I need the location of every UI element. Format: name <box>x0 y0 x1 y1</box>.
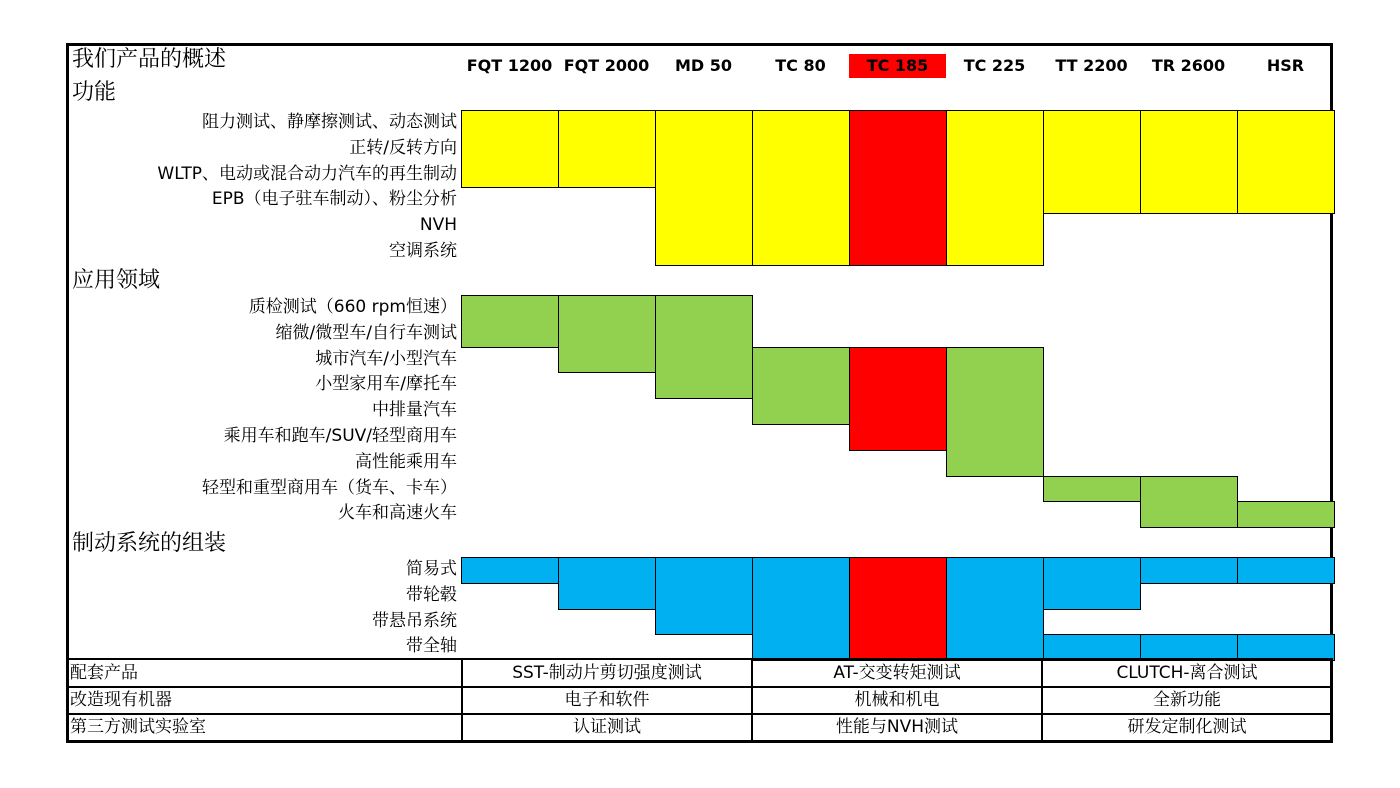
coverage-block-applications <box>752 347 850 425</box>
product-header-hsr: HSR <box>1266 56 1305 75</box>
section-title-functions: 功能 <box>72 80 117 105</box>
coverage-block-functions <box>655 110 753 266</box>
row-label-assembly: 带轮毂 <box>406 584 457 605</box>
row-label-functions: 正转/反转方向 <box>349 137 457 158</box>
table-cell: CLUTCH-离合测试 <box>1116 663 1258 683</box>
product-header-tr-2600: TR 2600 <box>1151 56 1226 75</box>
row-label-assembly: 简易式 <box>406 559 457 579</box>
table-row-label: 配套产品 <box>70 663 138 683</box>
coverage-block-functions <box>752 110 850 266</box>
row-label-functions: EPB（电子驻车制动）、粉尘分析 <box>211 189 457 210</box>
product-header-tc-185: TC 185 <box>849 54 946 78</box>
product-header-md-50: MD 50 <box>674 56 733 75</box>
table-cell: 机械和机电 <box>854 690 940 710</box>
product-header-tt-2200: TT 2200 <box>1055 56 1128 75</box>
row-label-functions: NVH <box>419 215 457 236</box>
row-label-applications: 质检测试（660 rpm恒速） <box>248 297 457 317</box>
coverage-block-applications <box>1237 501 1335 528</box>
coverage-block-functions <box>558 110 656 188</box>
table-cell: 研发定制化测试 <box>1127 717 1247 737</box>
section-title-assembly: 制动系统的组装 <box>72 531 227 556</box>
coverage-block-applications <box>946 347 1044 477</box>
coverage-block-applications <box>461 295 559 348</box>
row-label-applications: 乘用车和跑车/SUV/轻型商用车 <box>223 426 457 446</box>
table-row-label: 改造现有机器 <box>70 690 172 710</box>
overview-title: 我们产品的概述 <box>72 47 227 72</box>
table-cell: 性能与NVH测试 <box>835 717 959 737</box>
row-label-applications: 轻型和重型商用车（货车、卡车） <box>202 477 457 498</box>
coverage-block-functions <box>461 110 559 188</box>
coverage-block-functions <box>946 110 1044 266</box>
coverage-block-applications <box>558 295 656 373</box>
coverage-block-assembly <box>1237 557 1335 584</box>
coverage-block-assembly <box>1140 557 1238 584</box>
coverage-block-functions <box>1043 110 1141 214</box>
table-cell: 电子和软件 <box>564 690 650 710</box>
product-header-fqt-1200: FQT 1200 <box>466 56 553 75</box>
table-cell: AT-交变转矩测试 <box>833 663 961 683</box>
row-label-assembly: 带悬吊系统 <box>372 610 457 631</box>
coverage-block-assembly <box>1043 557 1141 610</box>
coverage-block-assembly <box>849 557 947 661</box>
row-label-applications: 高性能乘用车 <box>355 451 457 472</box>
coverage-block-assembly <box>946 557 1044 661</box>
coverage-block-applications <box>1140 476 1238 529</box>
row-label-applications: 小型家用车/摩托车 <box>315 374 457 395</box>
coverage-block-assembly <box>558 557 656 610</box>
coverage-block-assembly <box>461 557 559 584</box>
coverage-block-applications <box>849 347 947 451</box>
row-label-functions: 空调系统 <box>389 241 457 261</box>
coverage-block-applications <box>655 295 753 399</box>
table-row-label: 第三方测试实验室 <box>70 717 206 737</box>
coverage-block-functions <box>1237 110 1335 214</box>
row-label-applications: 火车和高速火车 <box>338 503 457 524</box>
product-header-fqt-2000: FQT 2000 <box>563 56 650 75</box>
table-cell: 全新功能 <box>1153 690 1221 710</box>
coverage-block-assembly <box>655 557 753 635</box>
row-label-applications: 中排量汽车 <box>372 400 457 421</box>
row-label-functions: WLTP、电动或混合动力汽车的再生制动 <box>157 163 457 184</box>
row-label-functions: 阻力测试、静摩擦测试、动态测试 <box>202 112 457 132</box>
product-header-tc-80: TC 80 <box>775 56 826 75</box>
coverage-block-applications <box>1043 476 1141 503</box>
row-label-assembly: 带全轴 <box>406 636 457 657</box>
row-label-applications: 缩微/微型车/自行车测试 <box>275 322 457 343</box>
coverage-block-functions <box>849 110 947 266</box>
table-cell: 认证测试 <box>573 717 641 737</box>
row-label-applications: 城市汽车/小型汽车 <box>315 348 457 369</box>
coverage-block-functions <box>1140 110 1238 214</box>
table-cell: SST-制动片剪切强度测试 <box>512 663 702 683</box>
product-header-tc-225: TC 225 <box>963 56 1026 75</box>
coverage-block-assembly <box>752 557 850 661</box>
section-title-applications: 应用领域 <box>72 268 161 293</box>
